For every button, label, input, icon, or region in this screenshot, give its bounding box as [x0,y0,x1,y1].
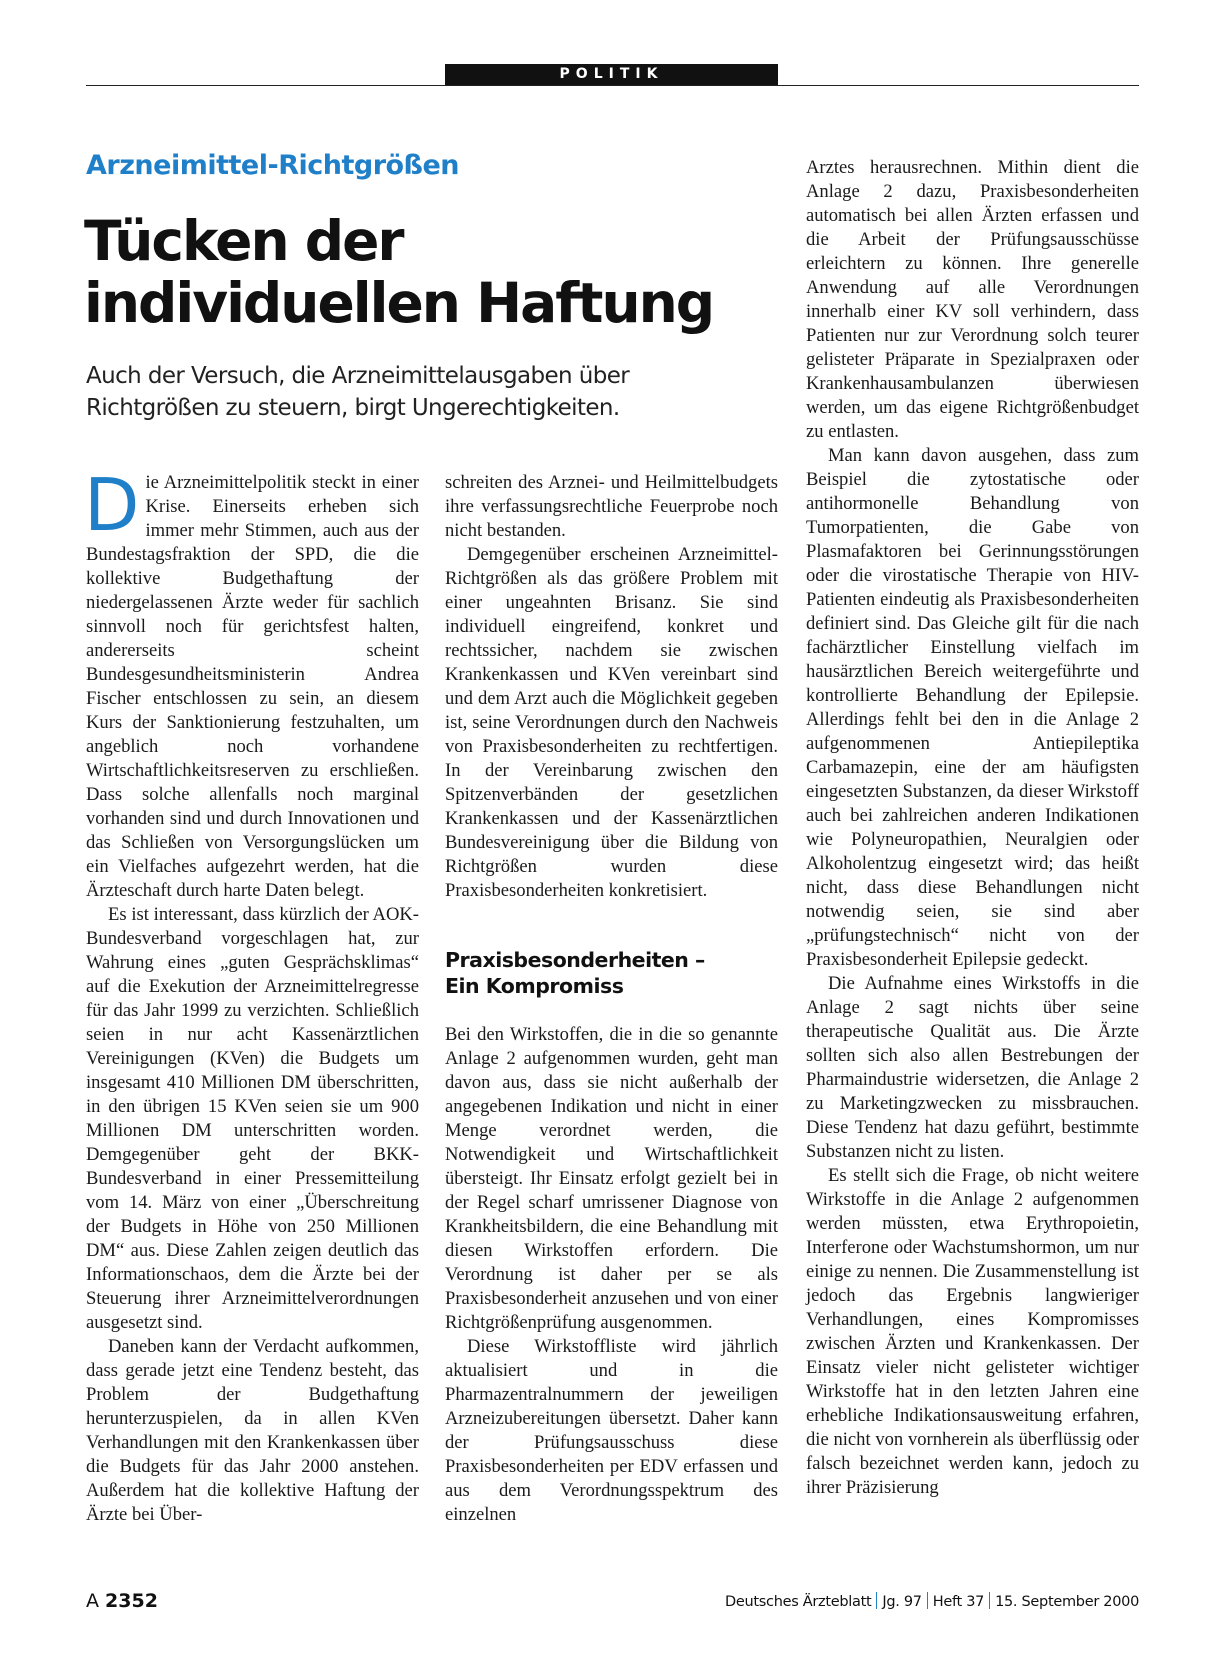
headline-line: individuellen Haftung [84,271,714,335]
journal-volume: Jg. 97 [882,1594,922,1610]
paragraph: Demgegenüber erscheinen Arzneimittel-Richtgrößen als das größere Problem mit einer ungeahnten Brisanz. Sie sind individuell eingreifend, konkret und rechtssicher, nachdem sie zwischen Krankenkassen und KVen vereinbart sind und dem Arzt auch die Möglichkeit gegeben ist, seine Verordnungen durch den Nachweis von Praxisbesonderheiten zu rechtfertigen. In der Vereinbarung zwischen den Spitzenverbänden der gesetzlichen Krankenkassen und der Kassenärztlichen Bundesvereinigung über die Bildung von Richtgrößen wurden diese Praxisbesonderheiten konkretisiert. [445,544,778,901]
paragraph-text: ie Arzneimittelpolitik steckt in einer Krise. Einerseits erheben sich immer mehr Stimmen, auch aus der Bundestagsfraktion der SPD, die die kollektive Budgethaftung der niedergelassenen Ärzte weder für sachlich sinnvoll noch für gerichtsfest halten, andererseits scheint Bundesgesundheitsministerin Andrea Fischer entschlossen zu sein, an diesem Kurs der Sanktionierung festzuhalten, um angeblich noch vorhandene Wirtschaftlichkeitsreserven zu erschließen. Dass solche allenfalls noch marginal vorhanden sind und durch Innovationen und das Schließen von Versorgungslücken um ein Vielfaches aufgezehrt werden, hat die Ärzteschaft durch harte Daten belegt. [86,472,419,901]
paragraph: Es ist interessant, dass kürzlich der AOK-Bundesverband vorgeschlagen hat, zur Wahrung eines „guten Gesprächsklimas“ auf die Exekution der Arzneimittelregresse für das Jahr 1999 zu verzichten. Schließlich seien in nur acht Kassenärztlichen Vereinigungen (KVen) die Budgets um insgesamt 410 Millionen DM überschritten, in den übrigen 15 KVen seien sie um 900 Millionen DM unterschritten worden. Demgegenüber geht der BKK-Bundesverband in einer Pressemitteilung vom 14. März von einer „Überschreitung der Budgets in Höhe von 250 Millionen DM“ aus. Diese Zahlen zeigen deutlich das Informationschaos, dem die Ärzte bei der Steuerung ihrer Arzneimittelverordnungen ausgesetzt sind. [86,904,419,1333]
paragraph: Bei den Wirkstoffen, die in die so genannte Anlage 2 aufgenommen wurden, geht man davon aus, dass sie nicht außerhalb der angegebenen Indikation und nicht in einer Menge verordnet werden, die Notwendigkeit und Wirtschaftlichkeit übersteigt. Ihr Einsatz erfolgt gezielt bei in der Regel scharf umrissener Diagnose von Krankheitsbildern, die eine Behandlung mit diesen Wirkstoffen erfordern. Die Verordnung ist daher per se als Praxisbesonderheit anzusehen und von einer Richtgrößenprüfung ausgenommen. [445,1024,778,1333]
paragraph: Daneben kann der Verdacht aufkommen, dass gerade jetzt eine Tendenz besteht, das Problem der Budgethaftung herunterzuspielen, da in allen KVen Verhandlungen mit den Krankenkassen über die Budgets für das Jahr 2000 anstehen. Außerdem hat die kollektive Haftung der Ärzte bei Über- [86,1336,419,1525]
paragraph: Diese Wirkstoffliste wird jährlich aktualisiert und in die Pharmazentralnummern der jeweiligen Arzneizubereitungen übersetzt. Daher kann der Prüfungsausschuss diese Praxisbesonderheiten per EDV erfassen und aus dem Verordnungsspektrum des einzelnen [445,1336,778,1525]
paragraph [84,463,419,903]
page-number-value: 2352 [105,1590,158,1612]
journal-name: Deutsches Ärzteblatt [725,1594,872,1610]
subheadline [86,360,736,424]
section-label: POLITIK [445,64,778,85]
text-column-2 [445,471,778,1527]
page-number [86,1590,158,1612]
paragraph: Es stellt sich die Frage, ob nicht weitere Wirkstoffe in die Anlage 2 aufgenommen werden müssten, etwa Erythropoietin, Interferone oder Wachstumshormon, um nur einige zu nennen. Die Zusammenstellung ist jedoch das Ergebnis langwieriger Verhandlungen, eines Kompromisses zwischen Ärzten und Krankenkassen. Der Einsatz vieler nicht gelisteter wichtiger Wirkstoffe hat in den letzten Jahren eine erhebliche Indikationsausweitung erfahren, die nicht von vornherein als überflüssig oder falsch bezeichnet werden kann, jedoch zu ihrer Präzisierung [806,1165,1139,1498]
headline-line: Tücken der [84,209,403,273]
footer-separator [927,1592,928,1609]
text-column-3 [806,156,1139,1500]
journal-issue: Heft 37 [932,1594,985,1610]
paragraph: Arztes herausrechnen. Mithin dient die Anlage 2 dazu, Praxisbesonderheiten automatisch bei allen Ärzten erfassen und die Arbeit der Prüfungsausschüsse erleichtern zu können. Ihre generelle Anwendung auf alle Verordnungen innerhalb einer KV soll verhindern, dass Patienten nur zur Verordnung solch teurer gelisteter Präparate in Spezialpraxen oder Krankenhausambulanzen überwiesen werden, um das eigene Richtgrößenbudget zu entlasten. [806,157,1139,442]
subheadline-line: Auch der Versuch, die Arzneimittelausgaben über [86,363,630,389]
section-heading-line: Praxisbesonderheiten – [445,948,705,972]
top-rule [86,85,1139,86]
paragraph: schreiten des Arznei- und Heilmittelbudgets ihre verfassungsrechtliche Feuerprobe noch nicht bestanden. [445,472,778,541]
kicker: Arzneimittel-Richtgrößen [86,150,460,181]
dropcap: D [84,463,140,547]
paragraph: Man kann davon ausgehen, dass zum Beispiel die zytostatische oder antihormonelle Behandlung von Tumorpatienten, die Gabe von Plasmafaktoren bei Gerinnungsstörungen oder die virostatische Therapie von HIV-Patienten eindeutig als Praxisbesonderheiten definiert sind. Das Gleiche gilt für die nach fachärztlicher Einstellung vielfach im hausärztlichen Bereich weitergeführte und kontrollierte Behandlung der Epilepsie. Allerdings fehlt bei den in die Anlage 2 aufgenommenen Antiepileptika Carbamazepin, eine der am häufigsten eingesetzten Substanzen, da dieser Wirkstoff auch bei zahlreichen anderen Indikationen wie Polyneuropathien, Neuralgien oder Alkoholentzug eingesetzt wird; das heißt nicht, dass diese Behandlungen nicht notwendig seien, sie sind aber „prüfungstechnisch“ nicht von der Praxisbesonderheit Epilepsie gedeckt. [806,445,1139,970]
section-heading [445,947,778,999]
paragraph: Die Aufnahme eines Wirkstoffs in die Anlage 2 sagt nichts über seine therapeutische Qualität aus. Die Ärzte sollten sich also allen Bestrebungen der Pharmaindustrie widersetzen, die Anlage 2 zu Marketingzwecken zu missbrauchen. Diese Tendenz hat dazu geführt, bestimmte Substanzen nicht zu listen. [806,973,1139,1162]
footer-separator [989,1592,990,1609]
footer-separator [876,1592,877,1609]
headline [84,210,724,334]
subheadline-line: Richtgrößen zu steuern, birgt Ungerechtigkeiten. [86,395,620,421]
journal-date: 15. September 2000 [995,1594,1139,1610]
text-column-1 [84,463,419,1527]
section-heading-line: Ein Kompromiss [445,974,624,998]
page-prefix: A [86,1590,99,1612]
journal-info [725,1592,1139,1610]
